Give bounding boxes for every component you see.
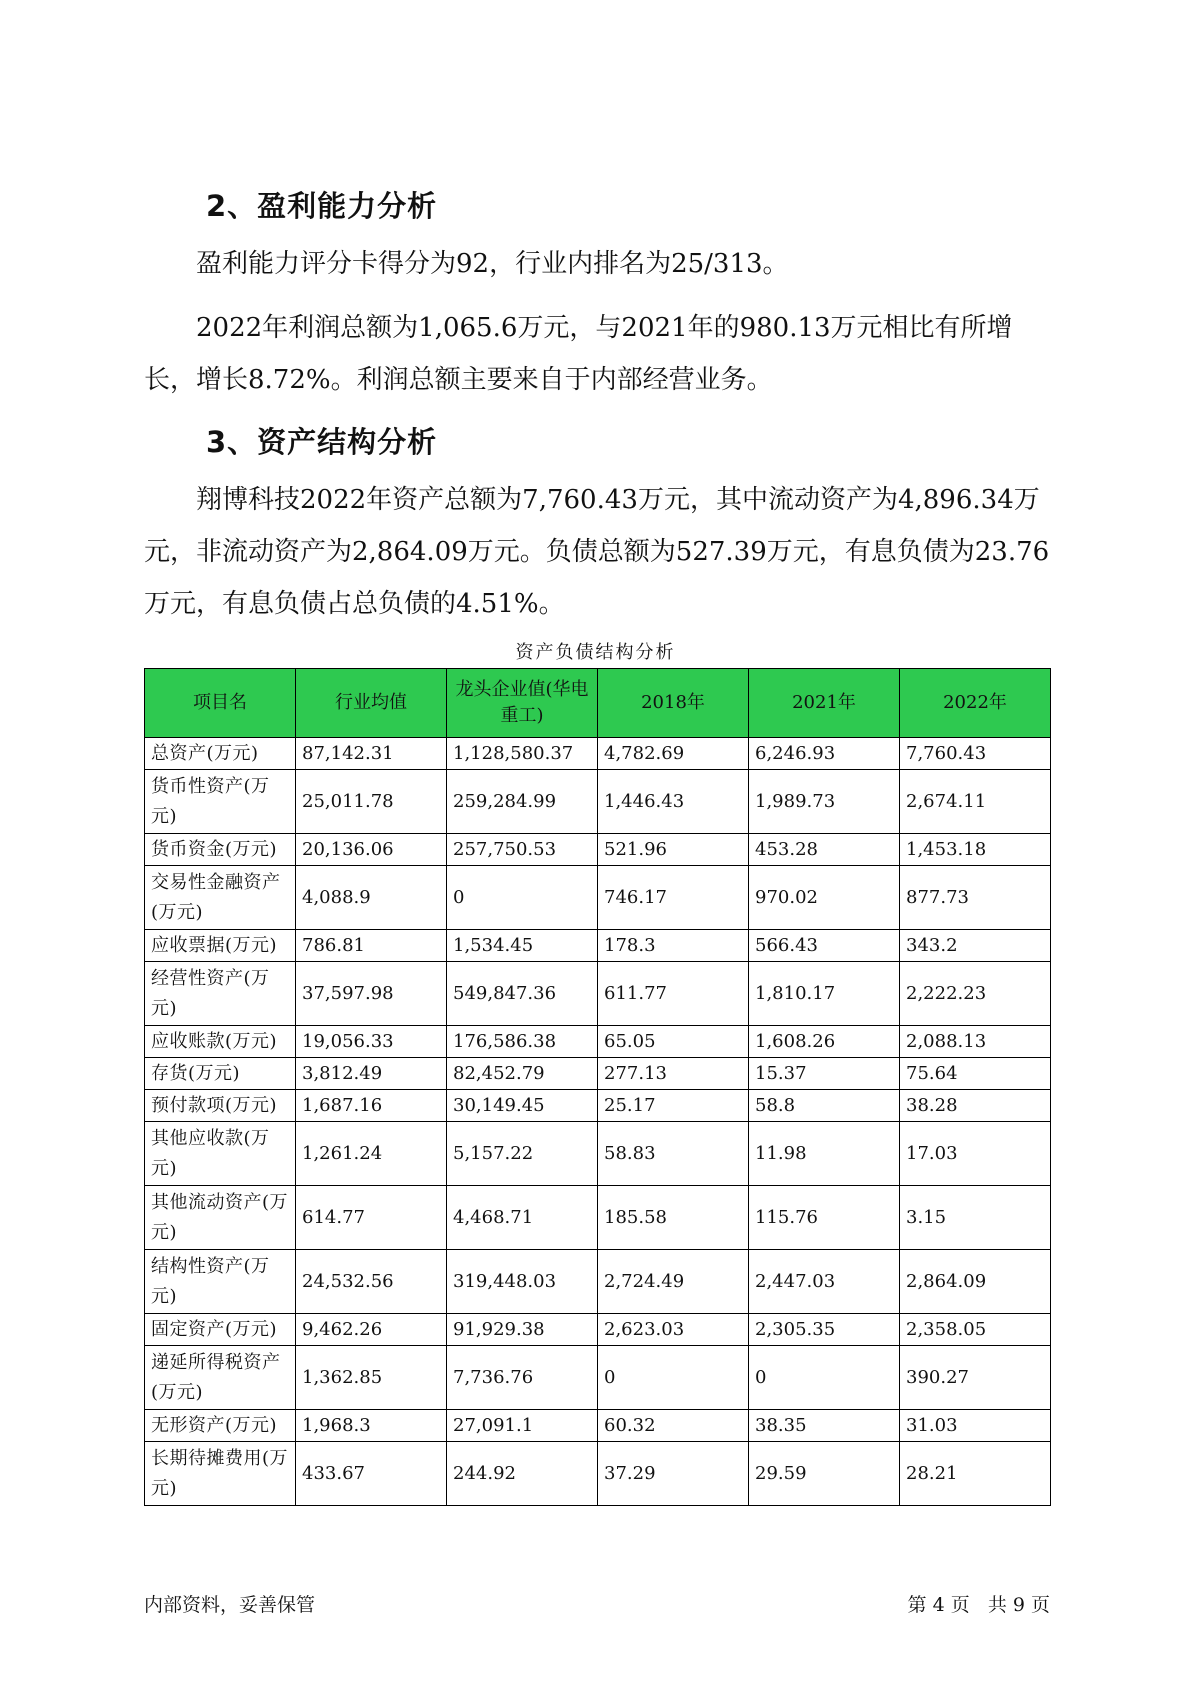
table-cell-value: 521.96 <box>598 834 749 866</box>
table-cell-value: 6,246.93 <box>749 738 900 770</box>
table-row <box>145 1090 1051 1122</box>
table-cell-item-name: 无形资产(万元) <box>145 1410 296 1442</box>
table-cell-value: 37,597.98 <box>296 962 447 1026</box>
table-cell-value: 3,812.49 <box>296 1058 447 1090</box>
section-heading-asset-structure: 3、资产结构分析 <box>206 425 438 459</box>
table-cell-value: 1,261.24 <box>296 1122 447 1186</box>
table-cell-value: 25,011.78 <box>296 770 447 834</box>
table-row <box>145 1410 1051 1442</box>
table-cell-item-name: 长期待摊费用(万元) <box>145 1442 296 1506</box>
table-cell-value: 611.77 <box>598 962 749 1026</box>
table-cell-value: 185.58 <box>598 1186 749 1250</box>
col-header-2018: 2018年 <box>598 669 749 738</box>
table-cell-value: 259,284.99 <box>447 770 598 834</box>
table-cell-value: 1,453.18 <box>900 834 1051 866</box>
table-row <box>145 1026 1051 1058</box>
table-cell-value: 91,929.38 <box>447 1314 598 1346</box>
table-row <box>145 1314 1051 1346</box>
table-cell-value: 1,446.43 <box>598 770 749 834</box>
col-header-item-name: 项目名 <box>145 669 296 738</box>
table-cell-value: 176,586.38 <box>447 1026 598 1058</box>
table-cell-value: 4,468.71 <box>447 1186 598 1250</box>
table-row <box>145 1442 1051 1506</box>
table-cell-value: 25.17 <box>598 1090 749 1122</box>
table-cell-item-name: 总资产(万元) <box>145 738 296 770</box>
profit-growth-paragraph: 2022年利润总额为1,065.6万元，与2021年的980.13万元相比有所增长，增长8.72%。利润总额主要来自于内部经营业务。 <box>144 313 1013 395</box>
table-cell-item-name: 货币资金(万元) <box>145 834 296 866</box>
table-cell-item-name: 经营性资产(万元) <box>145 962 296 1026</box>
asset-liability-table <box>144 668 1051 1506</box>
table-cell-value: 7,760.43 <box>900 738 1051 770</box>
table-row <box>145 866 1051 930</box>
table-cell-value: 970.02 <box>749 866 900 930</box>
table-row <box>145 738 1051 770</box>
table-cell-item-name: 固定资产(万元) <box>145 1314 296 1346</box>
table-cell-value: 433.67 <box>296 1442 447 1506</box>
table-cell-value: 0 <box>598 1346 749 1410</box>
table-cell-value: 28.21 <box>900 1442 1051 1506</box>
table-cell-value: 257,750.53 <box>447 834 598 866</box>
table-cell-value: 0 <box>447 866 598 930</box>
table-cell-value: 38.35 <box>749 1410 900 1442</box>
table-cell-value: 2,724.49 <box>598 1250 749 1314</box>
table-cell-value: 1,810.17 <box>749 962 900 1026</box>
table-cell-item-name: 预付款项(万元) <box>145 1090 296 1122</box>
table-cell-value: 5,157.22 <box>447 1122 598 1186</box>
table-cell-value: 549,847.36 <box>447 962 598 1026</box>
table-row <box>145 962 1051 1026</box>
col-header-2021: 2021年 <box>749 669 900 738</box>
table-cell-value: 614.77 <box>296 1186 447 1250</box>
table-cell-value: 27,091.1 <box>447 1410 598 1442</box>
table-cell-item-name: 递延所得税资产(万元) <box>145 1346 296 1410</box>
table-cell-value: 1,362.85 <box>296 1346 447 1410</box>
table-cell-value: 82,452.79 <box>447 1058 598 1090</box>
table-cell-value: 87,142.31 <box>296 738 447 770</box>
footer-page-number: 第 4 页 共 9 页 <box>907 1594 1050 1616</box>
table-row <box>145 1186 1051 1250</box>
table-cell-item-name: 应收票据(万元) <box>145 930 296 962</box>
table-cell-value: 20,136.06 <box>296 834 447 866</box>
table-cell-value: 877.73 <box>900 866 1051 930</box>
table-cell-value: 1,968.3 <box>296 1410 447 1442</box>
table-cell-value: 7,736.76 <box>447 1346 598 1410</box>
table-row <box>145 1346 1051 1410</box>
table-cell-value: 244.92 <box>447 1442 598 1506</box>
asset-structure-paragraph: 翔博科技2022年资产总额为7,760.43万元，其中流动资产为4,896.34万元，非流动资产为2,864.09万元。负债总额为527.39万元，有息负债为23.76万元，有息负债占总负债的4.51%。 <box>144 485 1050 619</box>
table-cell-value: 566.43 <box>749 930 900 962</box>
table-cell-value: 38.28 <box>900 1090 1051 1122</box>
table-cell-value: 2,623.03 <box>598 1314 749 1346</box>
col-header-industry-average: 行业均值 <box>296 669 447 738</box>
table-cell-value: 4,088.9 <box>296 866 447 930</box>
table-cell-value: 2,447.03 <box>749 1250 900 1314</box>
table-cell-item-name: 货币性资产(万元) <box>145 770 296 834</box>
table-cell-item-name: 结构性资产(万元) <box>145 1250 296 1314</box>
table-cell-value: 2,088.13 <box>900 1026 1051 1058</box>
table-cell-value: 115.76 <box>749 1186 900 1250</box>
table-cell-value: 19,056.33 <box>296 1026 447 1058</box>
table-cell-value: 31.03 <box>900 1410 1051 1442</box>
table-cell-value: 58.8 <box>749 1090 900 1122</box>
table-cell-value: 1,687.16 <box>296 1090 447 1122</box>
table-cell-value: 60.32 <box>598 1410 749 1442</box>
table-row <box>145 930 1051 962</box>
table-cell-value: 30,149.45 <box>447 1090 598 1122</box>
table-cell-value: 1,128,580.37 <box>447 738 598 770</box>
table-cell-value: 24,532.56 <box>296 1250 447 1314</box>
table-cell-value: 37.29 <box>598 1442 749 1506</box>
col-header-leader-value: 龙头企业值(华电重工) <box>447 669 598 738</box>
table-cell-value: 2,674.11 <box>900 770 1051 834</box>
profitability-score-paragraph: 盈利能力评分卡得分为92，行业内排名为25/313。 <box>196 249 789 279</box>
table-cell-value: 2,222.23 <box>900 962 1051 1026</box>
table-row <box>145 1058 1051 1090</box>
table-cell-item-name: 存货(万元) <box>145 1058 296 1090</box>
table-cell-value: 29.59 <box>749 1442 900 1506</box>
table-cell-value: 277.13 <box>598 1058 749 1090</box>
table-header-row <box>145 669 1051 738</box>
table-cell-value: 11.98 <box>749 1122 900 1186</box>
table-cell-value: 1,534.45 <box>447 930 598 962</box>
table-cell-value: 4,782.69 <box>598 738 749 770</box>
table-cell-value: 390.27 <box>900 1346 1051 1410</box>
table-cell-item-name: 交易性金融资产(万元) <box>145 866 296 930</box>
table-cell-value: 453.28 <box>749 834 900 866</box>
table-cell-item-name: 应收账款(万元) <box>145 1026 296 1058</box>
table-cell-value: 2,864.09 <box>900 1250 1051 1314</box>
table-cell-value: 786.81 <box>296 930 447 962</box>
table-cell-value: 746.17 <box>598 866 749 930</box>
table-cell-value: 2,358.05 <box>900 1314 1051 1346</box>
table-cell-value: 178.3 <box>598 930 749 962</box>
table-cell-value: 17.03 <box>900 1122 1051 1186</box>
table-caption: 资产负债结构分析 <box>515 642 676 663</box>
section-heading-profitability: 2、盈利能力分析 <box>206 189 438 223</box>
table-cell-value: 0 <box>749 1346 900 1410</box>
col-header-2022: 2022年 <box>900 669 1051 738</box>
table-cell-value: 9,462.26 <box>296 1314 447 1346</box>
table-row <box>145 1250 1051 1314</box>
table-cell-value: 3.15 <box>900 1186 1051 1250</box>
table-cell-value: 2,305.35 <box>749 1314 900 1346</box>
table-cell-value: 343.2 <box>900 930 1051 962</box>
table-cell-value: 65.05 <box>598 1026 749 1058</box>
table-cell-value: 58.83 <box>598 1122 749 1186</box>
table-cell-value: 319,448.03 <box>447 1250 598 1314</box>
table-row <box>145 770 1051 834</box>
table-cell-value: 1,608.26 <box>749 1026 900 1058</box>
table-cell-value: 1,989.73 <box>749 770 900 834</box>
table-row <box>145 1122 1051 1186</box>
table-cell-value: 75.64 <box>900 1058 1051 1090</box>
table-cell-item-name: 其他流动资产(万元) <box>145 1186 296 1250</box>
table-cell-value: 15.37 <box>749 1058 900 1090</box>
footer-confidential-note: 内部资料，妥善保管 <box>144 1594 316 1616</box>
table-row <box>145 834 1051 866</box>
table-cell-item-name: 其他应收款(万元) <box>145 1122 296 1186</box>
